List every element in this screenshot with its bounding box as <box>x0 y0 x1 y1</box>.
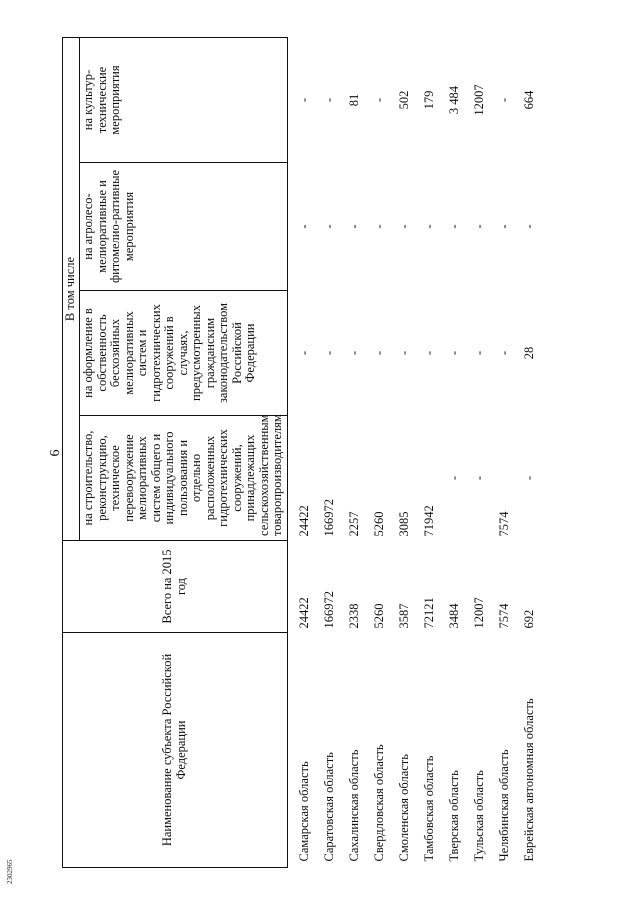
cell-ownership: - <box>321 350 336 356</box>
cell-cultural: 664 <box>521 90 536 110</box>
cell-ownership: - <box>296 350 311 356</box>
cell-region-name: Тульская область <box>471 770 486 862</box>
cell-total: 692 <box>521 609 536 629</box>
cell-construction: 2257 <box>346 511 361 537</box>
cell-total: 12007 <box>471 597 486 629</box>
cell-agroforest: - <box>446 224 461 229</box>
cell-region-name: Еврейская автономная область <box>521 698 536 862</box>
cell-cultural: 502 <box>396 90 411 110</box>
cell-total: 5260 <box>371 603 386 629</box>
header-agroforest: на агролесо-мелиоративные и фитомелио-ративные мероприятия <box>80 163 288 291</box>
cell-ownership: - <box>421 350 436 356</box>
cell-ownership: - <box>496 350 511 356</box>
table-row <box>442 38 467 868</box>
cell-agroforest: - <box>396 224 411 229</box>
rotated-content <box>48 38 588 868</box>
cell-region-name: Саратовская область <box>321 752 336 862</box>
cell-construction: 7574 <box>496 511 511 537</box>
cell-region-name: Челябинская область <box>496 749 511 862</box>
cell-region-name: Сахалинская область <box>346 749 361 862</box>
header-construction: на строительство, реконструкцию, техническое перевооружение мелиоративных систем общего и индивидуального пользования и отдельно расположенных гидротехнических сооружений, принадлежащих сельскохозяйственным товаропроизводителям <box>80 416 288 541</box>
cell-region-name: Самарская область <box>296 761 311 862</box>
cell-construction: 166972 <box>321 499 336 537</box>
cell-region-name: Тамбовская область <box>421 755 436 862</box>
cell-agroforest: - <box>321 224 336 229</box>
cell-agroforest: - <box>296 224 311 229</box>
table-row <box>392 38 417 868</box>
cell-cultural: 81 <box>346 93 361 107</box>
cell-cultural: - <box>321 97 336 103</box>
cell-construction: 71942 <box>421 505 436 537</box>
cell-ownership: - <box>396 350 411 356</box>
cell-region-name: Смоленская область <box>396 754 411 862</box>
cell-ownership: - <box>346 350 361 356</box>
header-cultural: на культур-технические мероприятия <box>80 38 288 163</box>
cell-agroforest: - <box>471 224 486 229</box>
cell-region-name: Свердловская область <box>371 744 386 862</box>
cell-construction: - <box>446 475 461 481</box>
table-row <box>467 38 492 868</box>
header-total: Всего на 2015 год <box>63 541 288 633</box>
cell-cultural: 179 <box>421 90 436 110</box>
cell-construction: - <box>471 475 486 481</box>
table-row <box>492 38 517 868</box>
header-ownership: на оформление в собственность бесхозяйных мелиоративных систем и гидротехнических сооружений в случаях, предусмотренных гражданским законодательством Российской Федерации <box>80 291 288 416</box>
table-body <box>287 38 542 868</box>
cell-total: 166972 <box>321 591 336 629</box>
cell-cultural: - <box>296 97 311 103</box>
document-id: 2302965 <box>6 859 14 884</box>
cell-construction: 3085 <box>396 511 411 537</box>
cell-agroforest: - <box>496 224 511 229</box>
cell-ownership: - <box>371 350 386 356</box>
cell-region-name: Тверская область <box>446 770 461 862</box>
table-row <box>287 38 317 868</box>
cell-total: 2338 <box>346 603 361 629</box>
cell-construction: 24422 <box>296 505 311 537</box>
cell-total: 3484 <box>446 603 461 629</box>
cell-agroforest: - <box>421 224 436 229</box>
cell-cultural: - <box>371 97 386 103</box>
header-region-name: Наименование субъекта Российской Федерации <box>63 633 288 868</box>
table-row <box>417 38 442 868</box>
cell-agroforest: - <box>521 224 536 229</box>
cell-ownership: - <box>446 350 461 356</box>
page-number: 6 <box>48 449 63 457</box>
cell-construction: 5260 <box>371 511 386 537</box>
cell-cultural: 3 484 <box>446 85 461 115</box>
table-row <box>367 38 392 868</box>
table-row <box>317 38 342 868</box>
cell-agroforest: - <box>371 224 386 229</box>
header-in-that-number: В том числе <box>63 38 80 541</box>
cell-agroforest: - <box>346 224 361 229</box>
table-header <box>63 38 288 868</box>
cell-cultural: - <box>496 97 511 103</box>
cell-total: 24422 <box>296 597 311 629</box>
table-row <box>517 38 542 868</box>
cell-construction: - <box>521 475 536 481</box>
funding-table <box>62 37 542 868</box>
cell-cultural: 12007 <box>471 84 486 116</box>
cell-total: 7574 <box>496 603 511 629</box>
cell-total: 3587 <box>396 603 411 629</box>
cell-ownership: 28 <box>521 346 536 360</box>
cell-ownership: - <box>471 350 486 356</box>
table-row <box>342 38 367 868</box>
cell-total: 72121 <box>421 597 436 629</box>
